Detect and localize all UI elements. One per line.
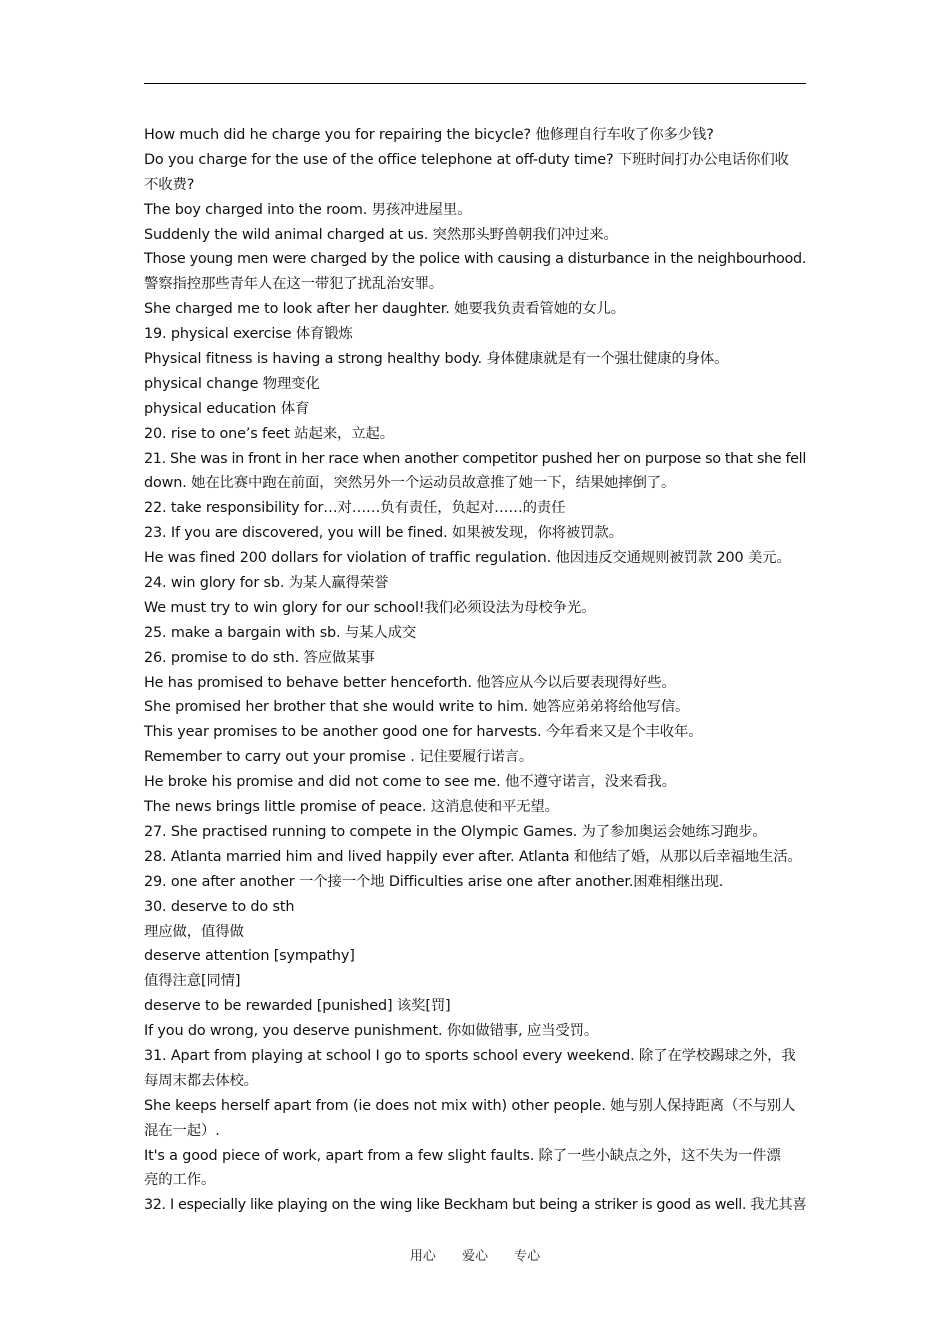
- text-line: 不收费?: [144, 176, 195, 193]
- text-line: He broke his promise and did not come to see me. 他不遵守诺言，没来看我。: [144, 774, 676, 791]
- text-line: down. 她在比赛中跑在前面，突然另外一个运动员故意推了她一下，结果她摔倒了。: [144, 475, 676, 492]
- text-line: 22. take responsibility for…对……负有责任，负起对……的责任: [144, 500, 566, 517]
- text-line: physical change 物理变化: [144, 375, 320, 392]
- text-line: Those young men were charged by the police with causing a disturbance in the neighbourhood.: [144, 251, 807, 268]
- text-line: She promised her brother that she would write to him. 她答应弟弟将给他写信。: [144, 699, 690, 716]
- text-line: He has promised to behave better henceforth. 他答应从今以后要表现得好些。: [144, 674, 676, 691]
- text-line: 29. one after another 一个接一个地 Difficulties arise one after another.困难相继出现.: [144, 873, 724, 890]
- text-line: If you do wrong, you deserve punishment. 你如做错事, 应当受罚。: [144, 1023, 599, 1040]
- page-footer: [0, 1247, 950, 1267]
- text-line: 警察指控那些青年人在这一带犯了扰乱治安罪。: [144, 276, 444, 293]
- text-line: 21. She was in front in her race when another competitor pushed her on purpose so that she fell: [144, 450, 806, 467]
- text-line: 值得注意[同情]: [144, 973, 241, 990]
- text-line: Suddenly the wild animal charged at us. 突然那头野兽朝我们冲过来。: [144, 226, 618, 243]
- header-rule: [144, 83, 806, 84]
- text-line: deserve attention [sympathy]: [144, 948, 355, 965]
- footer-item: 专心: [514, 1249, 541, 1264]
- text-line: Remember to carry out your promise . 记住要履行诺言。: [144, 749, 534, 766]
- text-line: He was fined 200 dollars for violation of traffic regulation. 他因违反交通规则被罚款 200 美元。: [144, 550, 791, 567]
- text-line: We must try to win glory for our school!我们必须设法为母校争光。: [144, 599, 596, 616]
- text-line: 亮的工作。: [144, 1172, 216, 1189]
- text-line: 30. deserve to do sth: [144, 898, 295, 915]
- text-line: 25. make a bargain with sb. 与某人成交: [144, 624, 417, 641]
- text-line: deserve to be rewarded [punished] 该奖[罚]: [144, 998, 451, 1015]
- text-line: 每周末都去体校。: [144, 1072, 258, 1089]
- text-line: The news brings little promise of peace. 这消息使和平无望。: [144, 799, 559, 816]
- text-line: The boy charged into the room. 男孩冲进屋里。: [144, 201, 472, 218]
- text-line: 32. I especially like playing on the wing like Beckham but being a striker is good as well. 我尤其喜: [144, 1197, 807, 1214]
- text-line: 混在一起）.: [144, 1122, 220, 1139]
- text-line: 31. Apart from playing at school I go to sports school every weekend. 除了在学校踢球之外，我: [144, 1047, 796, 1064]
- text-line: Do you charge for the use of the office telephone at off-duty time? 下班时间打办公电话你们收: [144, 151, 789, 168]
- text-line: How much did he charge you for repairing the bicycle? 他修理自行车收了你多少钱?: [144, 127, 714, 143]
- text-line: She keeps herself apart from (ie does not mix with) other people. 她与别人保持距离（不与别人: [144, 1097, 796, 1114]
- text-line: 23. If you are discovered, you will be fined. 如果被发现，你将被罚款。: [144, 525, 623, 542]
- text-line: 28. Atlanta married him and lived happily ever after. Atlanta 和他结了婚，从那以后幸福地生活。: [144, 848, 802, 865]
- document-body: [144, 123, 806, 1218]
- text-line: 理应做，值得做: [144, 923, 244, 940]
- text-line: physical education 体育: [144, 400, 310, 417]
- text-line: 24. win glory for sb. 为某人赢得荣誉: [144, 575, 389, 592]
- text-line: This year promises to be another good one for harvests. 今年看来又是个丰收年。: [144, 724, 703, 741]
- footer-item: 用心: [409, 1249, 436, 1264]
- text-line: It's a good piece of work, apart from a few slight faults. 除了一些小缺点之外，这不失为一件漂: [144, 1147, 781, 1164]
- text-line: Physical fitness is having a strong healthy body. 身体健康就是有一个强壮健康的身体。: [144, 351, 729, 368]
- text-line: She charged me to look after her daughter. 她要我负责看管她的女儿。: [144, 301, 625, 318]
- text-line: 26. promise to do sth. 答应做某事: [144, 649, 375, 666]
- text-line: 27. She practised running to compete in the Olympic Games. 为了参加奥运会她练习跑步。: [144, 823, 767, 840]
- text-line: 19. physical exercise 体育锻炼: [144, 326, 353, 343]
- footer-item: 爱心: [461, 1249, 488, 1264]
- text-line: 20. rise to one’s feet 站起来，立起。: [144, 425, 394, 442]
